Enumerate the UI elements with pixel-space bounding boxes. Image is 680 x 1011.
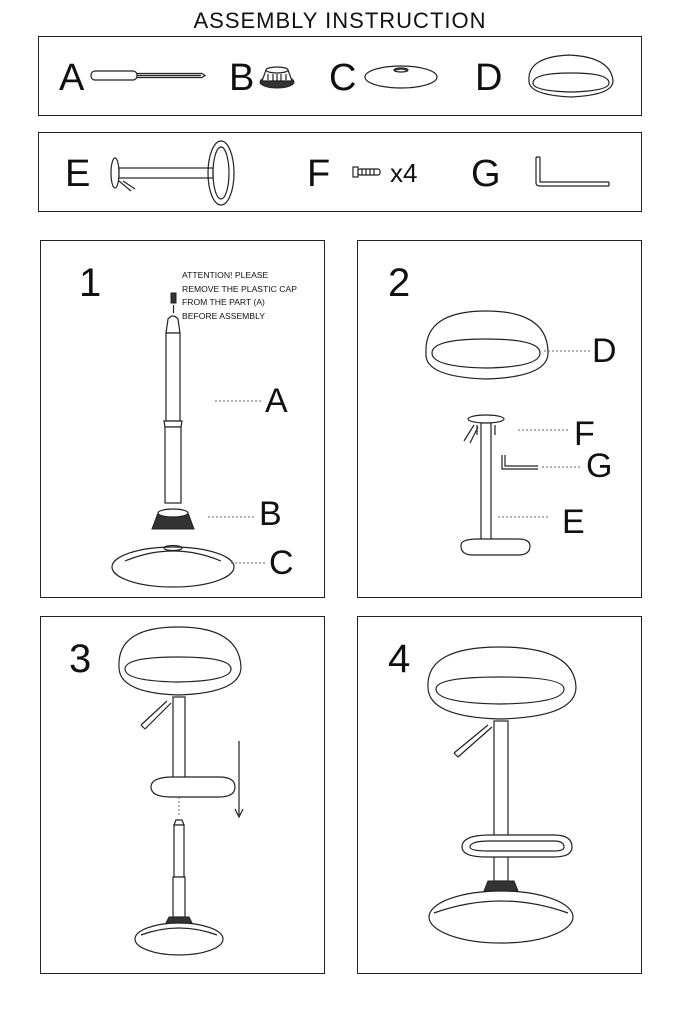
note-line: ATTENTION! PLEASE — [182, 270, 269, 280]
step-2-label-g: G — [586, 447, 613, 485]
part-label-e: E — [65, 153, 91, 195]
step-1-label-b: B — [259, 495, 282, 533]
step-1-label-a: A — [265, 382, 288, 420]
note-line: BEFORE ASSEMBLY — [182, 310, 265, 321]
part-label-d: D — [475, 57, 503, 99]
step-4-number: 4 — [388, 637, 411, 681]
part-label-g: G — [471, 153, 501, 195]
part-d-seat-icon — [39, 37, 643, 117]
step-2-panel — [357, 240, 642, 598]
part-label-f: F — [307, 153, 331, 195]
parts-row-1 — [38, 36, 642, 116]
step-1-number: 1 — [79, 261, 102, 305]
step-1-panel — [40, 240, 325, 598]
note-line: REMOVE THE PLASTIC CAP — [182, 283, 297, 294]
step-3-panel — [40, 616, 325, 974]
part-label-a: A — [59, 57, 85, 99]
page-title: ASSEMBLY INSTRUCTION — [193, 8, 487, 33]
step-3-illustration — [41, 617, 326, 975]
step-2-label-e: E — [562, 503, 585, 541]
step-4-illustration — [358, 617, 643, 975]
step-2-label-d: D — [592, 332, 617, 370]
step-2-number: 2 — [388, 261, 411, 305]
parts-row-2 — [38, 132, 642, 212]
step-1-label-c: C — [269, 544, 294, 582]
step-2-illustration — [358, 241, 643, 599]
step-3-number: 3 — [69, 637, 92, 681]
part-label-c: C — [329, 57, 357, 99]
note-line: FROM THE PART (A) — [182, 297, 265, 307]
part-f-quantity: x4 — [390, 158, 418, 188]
step-4-panel — [357, 616, 642, 974]
step-2-label-f: F — [574, 415, 595, 453]
part-label-b: B — [229, 57, 255, 99]
part-g-allen-key-icon — [39, 133, 643, 213]
